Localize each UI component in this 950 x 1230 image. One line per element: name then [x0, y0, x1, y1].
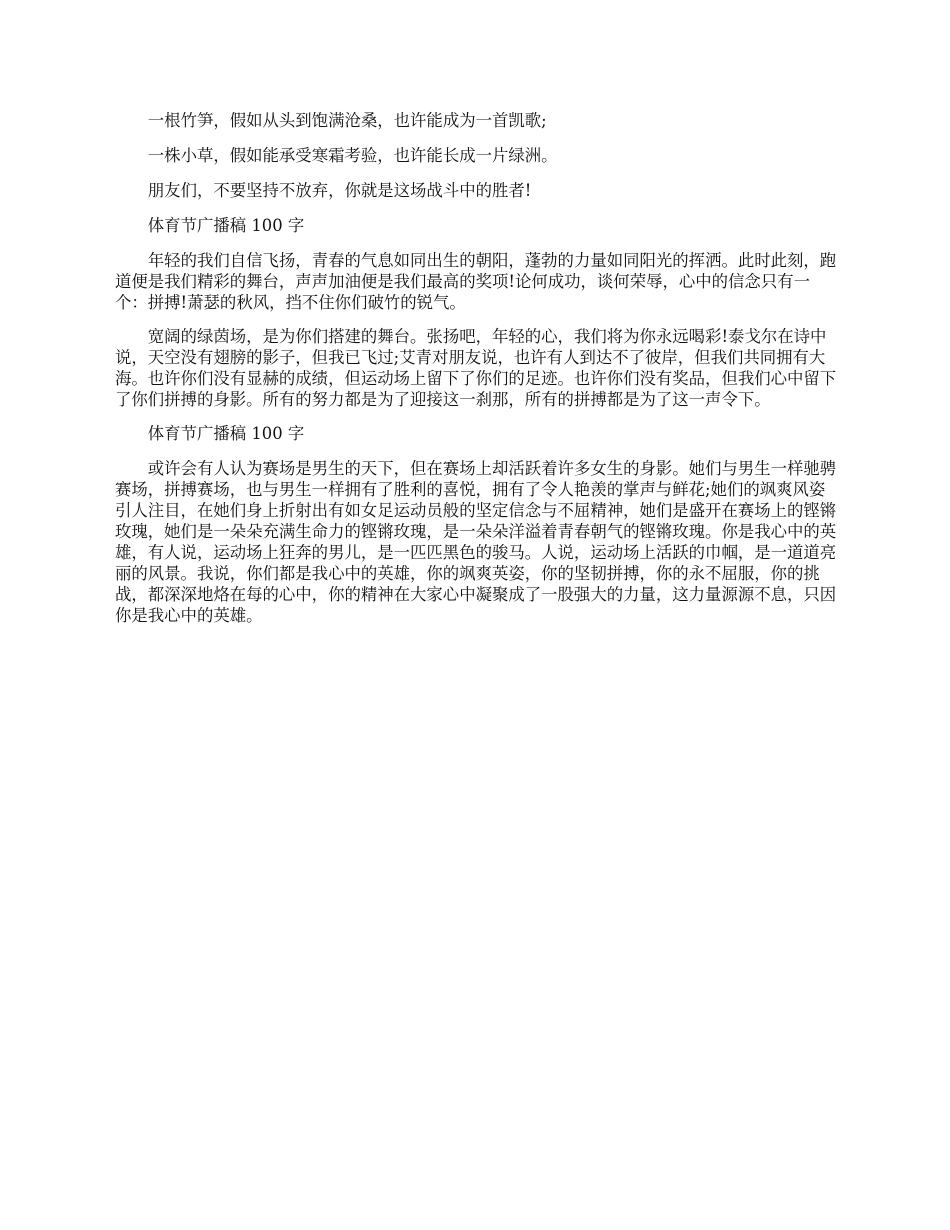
paragraph-friends: 朋友们，不要坚持不放弃，你就是这场战斗中的胜者! — [147, 181, 532, 200]
document-page — [115, 110, 840, 639]
paragraph-grass: 一株小草，假如能承受寒霜考验，也许能长成一片绿洲。 — [147, 146, 558, 165]
section-heading-broadcast-1: 体育节广播稿 100 字 — [147, 216, 305, 235]
paragraph-female-athletes: 或许会有人认为赛场是男生的天下，但在赛场上却活跃着许多女生的身影。她们与男生一样驰骋赛场，拼搏赛场，也与男生一样拥有了胜利的喜悦，拥有了令人艳羡的掌声与鲜花;她们的飒爽风姿引人注目，在她们身上折射出有如女足运动员般的坚定信念与不屈精神，她们是盛开在赛场上的铿锵玫瑰，她们是一朵朵充满生命力的铿锵玫瑰，是一朵朵洋溢着青春朝气的铿锵玫瑰。你是我心中的英雄，有人说，运动场上狂奔的男儿，是一匹匹黑色的骏马。人说，运动场上活跃的巾帼，是一道道亮丽的风景。我说，你们都是我心中的英雄，你的飒爽英姿，你的坚韧拼搏，你的永不屈服，你的挑战，都深深地烙在每的心中，你的精神在大家心中凝聚成了一股强大的力量，这力量源源不息，只因你是我心中的英雄。 — [115, 459, 837, 625]
paragraph-green-field: 宽阔的绿茵场，是为你们搭建的舞台。张扬吧，年轻的心，我们将为你永远喝彩!泰戈尔在诗中说，天空没有翅膀的影子，但我已飞过;艾青对朋友说，也许有人到达不了彼岸，但我们共同拥有大海。也许你们没有显赫的成绩，但运动场上留下了你们的足迹。也许你们没有奖品，但我们心中留下了你们拼搏的身影。所有的努力都是为了迎接这一刹那，所有的拼搏都是为了这一声令下。 — [115, 327, 837, 409]
paragraph-youth: 年轻的我们自信飞扬，青春的气息如同出生的朝阳，蓬勃的力量如同阳光的挥洒。此时此刻，跑道便是我们精彩的舞台，声声加油便是我们最高的奖项!论何成功，谈何荣辱，心中的信念只有一个：拼搏!萧瑟的秋风，挡不住你们破竹的锐气。 — [115, 251, 837, 312]
paragraph-bamboo-shoot: 一根竹笋，假如从头到饱满沧桑，也许能成为一首凯歌; — [147, 111, 547, 130]
section-heading-broadcast-2: 体育节广播稿 100 字 — [147, 424, 305, 443]
